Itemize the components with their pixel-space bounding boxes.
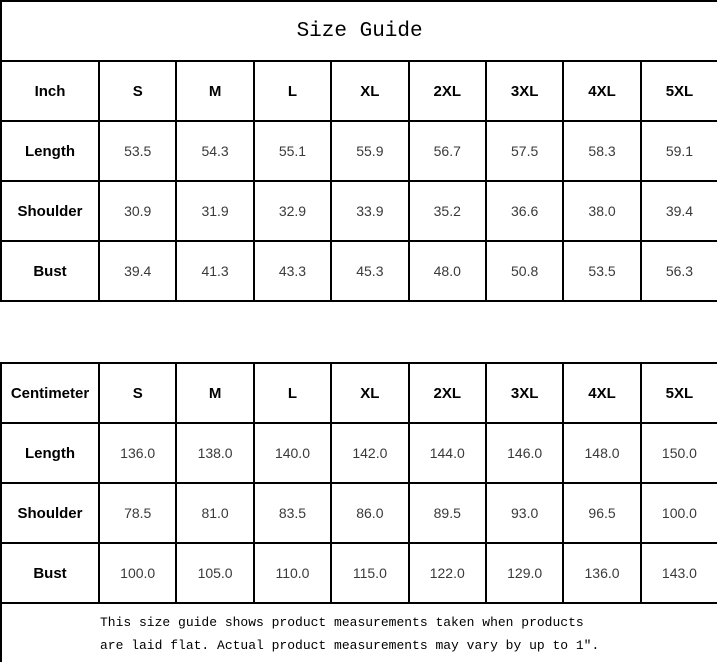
measurement-cell: 39.4 [641,181,717,241]
size-header-4xl: 4XL [563,363,640,423]
cm-length-row [1,423,717,483]
size-header-m: M [176,363,253,423]
measurement-cell: 57.5 [486,121,563,181]
row-label-shoulder: Shoulder [1,483,99,543]
measurement-cell: 100.0 [99,543,176,603]
size-header-s: S [99,363,176,423]
measurement-cell: 41.3 [176,241,253,301]
measurement-cell: 86.0 [331,483,408,543]
footer-note-line2: are laid flat. Actual product measurements may vary by up to 1″. [100,638,600,653]
size-header-3xl: 3XL [486,363,563,423]
measurement-cell: 105.0 [176,543,253,603]
measurement-cell: 32.9 [254,181,331,241]
row-label-shoulder: Shoulder [1,181,99,241]
inch-bust-row [1,241,717,301]
size-header-l: L [254,61,331,121]
measurement-cell: 89.5 [409,483,486,543]
measurement-cell: 30.9 [99,181,176,241]
cm-unit-header: Centimeter [1,363,99,423]
measurement-cell: 115.0 [331,543,408,603]
measurement-cell: 146.0 [486,423,563,483]
page-title: Size Guide [1,1,717,61]
measurement-cell: 55.1 [254,121,331,181]
measurement-cell: 39.4 [99,241,176,301]
measurement-cell: 36.6 [486,181,563,241]
measurement-cell: 110.0 [254,543,331,603]
cm-bust-row [1,543,717,603]
measurement-cell: 93.0 [486,483,563,543]
measurement-cell: 81.0 [176,483,253,543]
size-header-l: L [254,363,331,423]
measurement-cell: 33.9 [331,181,408,241]
measurement-cell: 50.8 [486,241,563,301]
footer-note [1,603,717,662]
measurement-cell: 136.0 [99,423,176,483]
size-header-2xl: 2XL [409,363,486,423]
centimeter-table [0,362,717,662]
inch-shoulder-row [1,181,717,241]
inch-unit-header: Inch [1,61,99,121]
measurement-cell: 100.0 [641,483,717,543]
measurement-cell: 138.0 [176,423,253,483]
row-label-bust: Bust [1,543,99,603]
measurement-cell: 143.0 [641,543,717,603]
measurement-cell: 122.0 [409,543,486,603]
size-header-5xl: 5XL [641,363,717,423]
measurement-cell: 35.2 [409,181,486,241]
measurement-cell: 31.9 [176,181,253,241]
footer-row [1,603,717,662]
title-row [1,1,717,61]
measurement-cell: 45.3 [331,241,408,301]
measurement-cell: 78.5 [99,483,176,543]
measurement-cell: 38.0 [563,181,640,241]
row-label-bust: Bust [1,241,99,301]
table-gap [0,302,717,362]
size-header-m: M [176,61,253,121]
measurement-cell: 150.0 [641,423,717,483]
cm-header-row [1,363,717,423]
measurement-cell: 56.7 [409,121,486,181]
measurement-cell: 136.0 [563,543,640,603]
measurement-cell: 83.5 [254,483,331,543]
footer-note-line1: This size guide shows product measurements taken when products [100,615,584,630]
row-label-length: Length [1,121,99,181]
measurement-cell: 96.5 [563,483,640,543]
size-header-3xl: 3XL [486,61,563,121]
size-header-xl: XL [331,61,408,121]
row-label-length: Length [1,423,99,483]
size-header-4xl: 4XL [563,61,640,121]
size-header-xl: XL [331,363,408,423]
measurement-cell: 59.1 [641,121,717,181]
measurement-cell: 142.0 [331,423,408,483]
measurement-cell: 140.0 [254,423,331,483]
cm-shoulder-row [1,483,717,543]
measurement-cell: 144.0 [409,423,486,483]
size-header-2xl: 2XL [409,61,486,121]
measurement-cell: 53.5 [563,241,640,301]
measurement-cell: 48.0 [409,241,486,301]
measurement-cell: 43.3 [254,241,331,301]
size-header-s: S [99,61,176,121]
inch-table [0,0,717,302]
measurement-cell: 54.3 [176,121,253,181]
measurement-cell: 129.0 [486,543,563,603]
measurement-cell: 148.0 [563,423,640,483]
measurement-cell: 56.3 [641,241,717,301]
size-header-5xl: 5XL [641,61,717,121]
measurement-cell: 53.5 [99,121,176,181]
measurement-cell: 58.3 [563,121,640,181]
inch-header-row [1,61,717,121]
measurement-cell: 55.9 [331,121,408,181]
inch-length-row [1,121,717,181]
